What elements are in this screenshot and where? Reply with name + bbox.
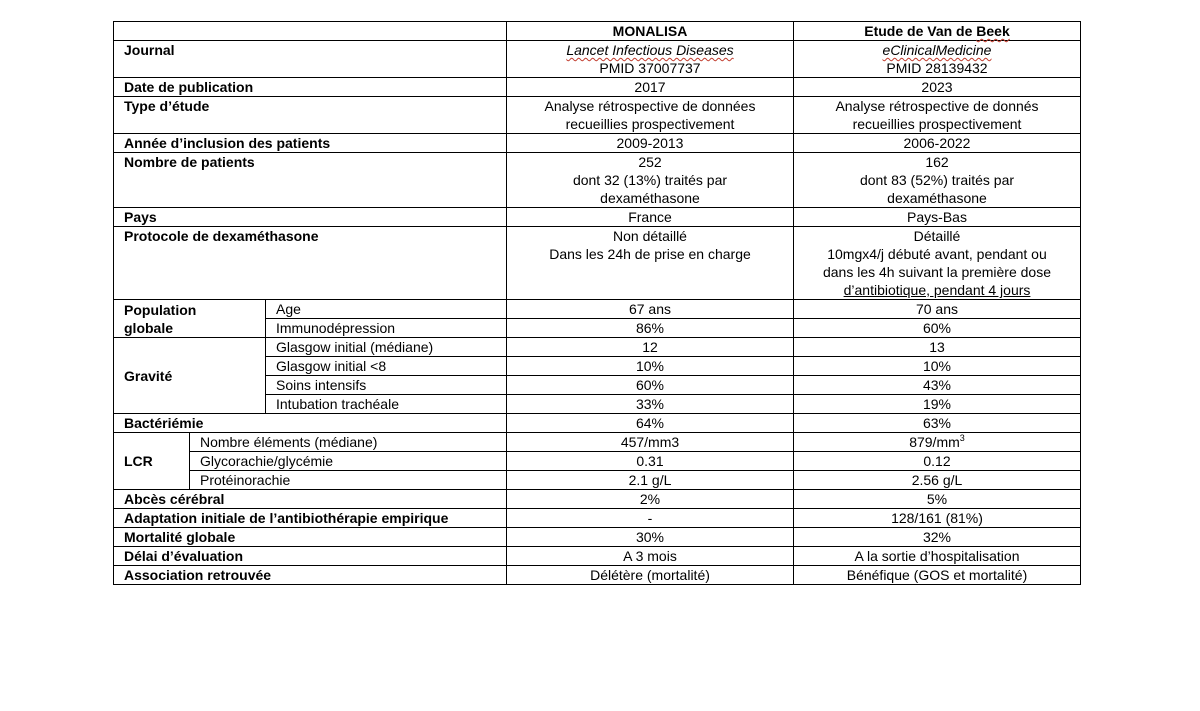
cell-b: A la sortie d’hospitalisation	[794, 547, 1081, 566]
header-monalisa: MONALISA	[507, 22, 794, 41]
cell-a: -	[507, 509, 794, 528]
row-label: Mortalité globale	[114, 528, 507, 547]
row-label: Association retrouvée	[114, 566, 507, 585]
header-empty-cell	[114, 22, 507, 41]
cell-a: France	[507, 208, 794, 227]
group-label-lcr: LCR	[114, 433, 190, 490]
row-lcr-proteino	[114, 471, 1081, 490]
row-label: Année d’inclusion des patients	[114, 134, 507, 153]
pmid: PMID 28139432	[886, 60, 988, 76]
row-adaptation	[114, 509, 1081, 528]
cell-b: 63%	[794, 414, 1081, 433]
row-label: Nombre de patients	[114, 153, 507, 208]
cell-b: 162 dont 83 (52%) traités par dexaméthasone	[794, 153, 1081, 208]
group-label-gravite: Gravité	[114, 338, 266, 414]
cell-b: 2006-2022	[794, 134, 1081, 153]
row-inclusion	[114, 134, 1081, 153]
cell-a: 2.1 g/L	[507, 471, 794, 490]
row-type	[114, 97, 1081, 134]
row-gravite-glasgow-median	[114, 338, 1081, 357]
cell-a: Délétère (mortalité)	[507, 566, 794, 585]
row-abces	[114, 490, 1081, 509]
cell-b: 879/mm 3	[794, 433, 1081, 452]
cell-a: Non détaillé Dans les 24h de prise en charge	[507, 227, 794, 300]
cell-a: 30%	[507, 528, 794, 547]
cell-a: 33%	[507, 395, 794, 414]
row-mortalite	[114, 528, 1081, 547]
sub-label: Soins intensifs	[266, 376, 507, 395]
row-association	[114, 566, 1081, 585]
cell-b: 2.56 g/L	[794, 471, 1081, 490]
cell-a	[507, 41, 794, 78]
sub-label: Glasgow initial <8	[266, 357, 507, 376]
cell-a: 2009-2013	[507, 134, 794, 153]
journal-name: Lancet Infectious Diseases	[566, 42, 734, 58]
sub-label: Protéinorachie	[190, 471, 507, 490]
table-header-row	[114, 22, 1081, 41]
cell-a: 252 dont 32 (13%) traités par dexaméthasone	[507, 153, 794, 208]
cell-b: Bénéfique (GOS et mortalité)	[794, 566, 1081, 585]
row-lcr-elements	[114, 433, 1081, 452]
journal-name: eClinicalMedicine	[882, 42, 992, 58]
row-label: Délai d’évaluation	[114, 547, 507, 566]
row-lcr-glyco	[114, 452, 1081, 471]
cell-a: 10%	[507, 357, 794, 376]
cell-a: 2017	[507, 78, 794, 97]
cell-b	[794, 41, 1081, 78]
row-date	[114, 78, 1081, 97]
cell-b: 43%	[794, 376, 1081, 395]
cell-b: 32%	[794, 528, 1081, 547]
row-bacteriemie	[114, 414, 1081, 433]
cell-a: 64%	[507, 414, 794, 433]
cell-b: 128/161 (81%)	[794, 509, 1081, 528]
cell-a: 67 ans	[507, 300, 794, 319]
sub-label: Glycorachie/glycémie	[190, 452, 507, 471]
row-pays	[114, 208, 1081, 227]
sub-label: Age	[266, 300, 507, 319]
row-label: Protocole de dexaméthasone	[114, 227, 507, 300]
row-protocole	[114, 227, 1081, 300]
cell-b: 70 ans	[794, 300, 1081, 319]
cell-b: 10%	[794, 357, 1081, 376]
cell-a: 60%	[507, 376, 794, 395]
pmid: PMID 37007737	[599, 60, 701, 76]
cell-a: 2%	[507, 490, 794, 509]
sub-label: Nombre éléments (médiane)	[190, 433, 507, 452]
cell-a: 457/mm3	[507, 433, 794, 452]
cell-b: Analyse rétrospective de donnés recueillies prospectivement	[794, 97, 1081, 134]
comparison-table	[113, 21, 1081, 585]
header-van-de-beek: Etude de Van de Beek	[794, 22, 1081, 41]
cell-b: 2023	[794, 78, 1081, 97]
row-patients	[114, 153, 1081, 208]
row-label: Pays	[114, 208, 507, 227]
cell-a: A 3 mois	[507, 547, 794, 566]
row-delai	[114, 547, 1081, 566]
group-label-population: Population globale	[114, 300, 266, 338]
row-journal	[114, 41, 1081, 78]
sub-label: Glasgow initial (médiane)	[266, 338, 507, 357]
cell-b: 19%	[794, 395, 1081, 414]
row-population-age	[114, 300, 1081, 319]
cell-b: Pays-Bas	[794, 208, 1081, 227]
row-label: Journal	[114, 41, 507, 78]
cell-b: 5%	[794, 490, 1081, 509]
cell-b: 60%	[794, 319, 1081, 338]
cell-a: Analyse rétrospective de données recueillies prospectivement	[507, 97, 794, 134]
cell-b: Détaillé 10mgx4/j débuté avant, pendant ou dans les 4h suivant la première dose d’antibiotique, pendant 4 jours	[794, 227, 1081, 300]
row-label: Date de publication	[114, 78, 507, 97]
cell-b: 0.12	[794, 452, 1081, 471]
row-label: Bactériémie	[114, 414, 507, 433]
cell-a: 12	[507, 338, 794, 357]
cell-a: 0.31	[507, 452, 794, 471]
cell-a: 86%	[507, 319, 794, 338]
cell-b: 13	[794, 338, 1081, 357]
row-label: Abcès cérébral	[114, 490, 507, 509]
sub-label: Intubation trachéale	[266, 395, 507, 414]
row-label: Type d’étude	[114, 97, 507, 134]
row-label: Adaptation initiale de l’antibiothérapie empirique	[114, 509, 507, 528]
sub-label: Immunodépression	[266, 319, 507, 338]
